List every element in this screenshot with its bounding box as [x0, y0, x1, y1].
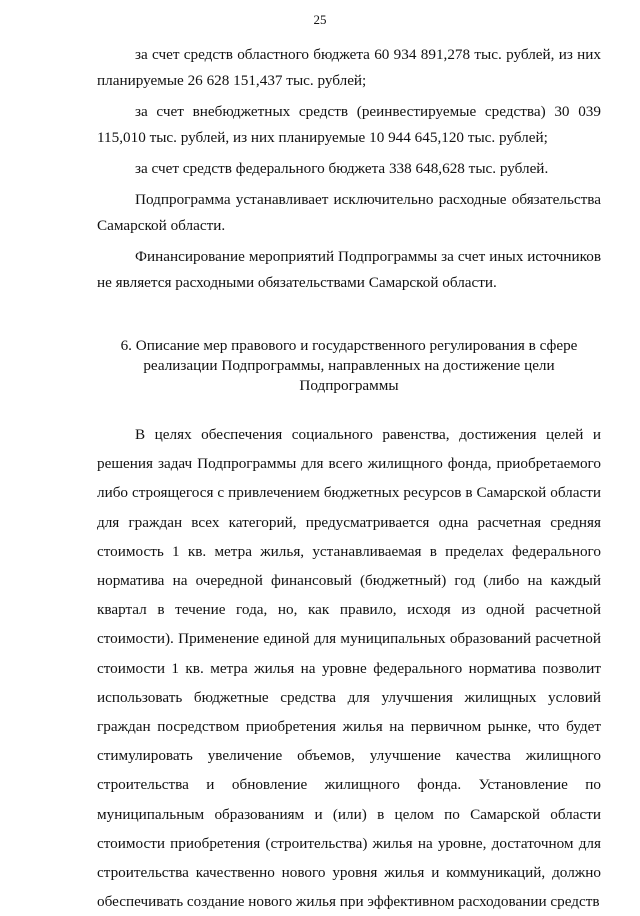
section-heading-line-2: реализации Подпрограммы, направленных на достижение цели: [143, 357, 555, 374]
paragraph-regulation-measures: В целях обеспечения социального равенства, достижения целей и решения задач Подпрограммы для всего жилищного фонда, приобретаемого либо строящегося с привлечением бюджетных ресурсов в Самарской области для граждан всех категорий, предусматривается одна расчетная средняя стоимость 1 кв. метра жилья, устанавливаемая в пределах федерального норматива на очередной финансовый (бюджетный) год (либо на каждый квартал в течение года, но, как правило, исходя из одной расчетной стоимости). Применение единой для муниципальных образований расчетной стоимости 1 кв. метра жилья на уровне федерального норматива позволит использовать бюджетные средства для улучшения жилищных условий граждан посредством приобретения жилья на первичном рынке, что будет стимулировать увеличение объемов, улучшение качества жилищного строительства и обновление жилищного фонда. Установление по муниципальным образованиям и (или) в целом по Самарской области стоимости приобретения (строительства) жилья на уровне, достаточном для строительства качественно нового уровня жилья и коммуникаций, должно обеспечивать создание нового жилья при эффективном расходовании средств: [97, 426, 601, 911]
paragraph-federal-budget: за счет средств федерального бюджета 338 648,628 тыс. рублей.: [135, 160, 549, 177]
document-body: [97, 42, 601, 916]
paragraph-obligations: Подпрограмма устанавливает исключительно расходные обязательства Самарской области.: [97, 191, 601, 234]
paragraph-regional-budget: за счет средств областного бюджета 60 934 891,278 тыс. рублей, из них планируемые 26 628 151,437 тыс. рублей;: [97, 46, 601, 89]
section-heading: [97, 336, 601, 396]
paragraph-other-sources: Финансирование мероприятий Подпрограммы за счет иных источников не является расходными обязательствами Самарской области.: [97, 248, 601, 291]
page-number: 25: [313, 12, 327, 27]
section-heading-line-1: 6. Описание мер правового и государственного регулирования в сфере: [120, 337, 578, 354]
section-heading-line-3: Подпрограммы: [299, 377, 399, 394]
paragraph-extrabudgetary: за счет внебюджетных средств (реинвестируемые средства) 30 039 115,010 тыс. рублей, из них планируемые 10 944 645,120 тыс. рублей;: [97, 103, 601, 146]
